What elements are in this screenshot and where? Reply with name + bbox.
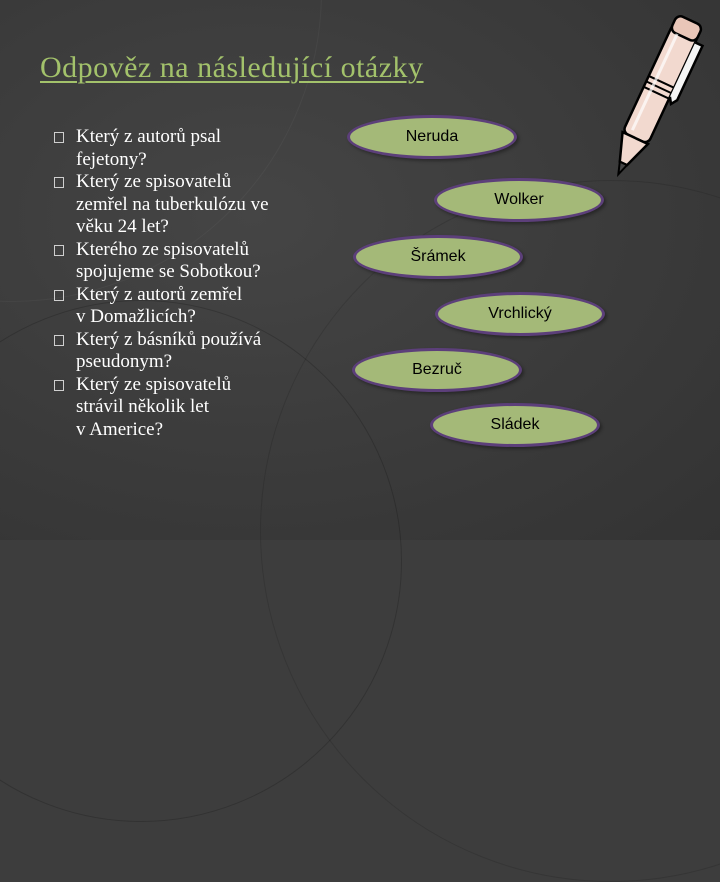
- question-list: [52, 126, 342, 441]
- answer-vrchlicky[interactable]: Vrchlický: [435, 292, 605, 336]
- question-line: pseudonym?: [76, 351, 173, 372]
- question-line: spojujeme se Sobotkou?: [76, 261, 261, 282]
- answer-wolker[interactable]: Wolker: [434, 178, 604, 222]
- question-line: v Americe?: [76, 418, 164, 440]
- answer-sramek[interactable]: Šrámek: [353, 235, 523, 279]
- square-bullet-icon: [54, 245, 64, 256]
- question-item: [52, 126, 342, 171]
- question-line: věku 24 let?: [76, 216, 169, 237]
- question-item: [52, 329, 342, 374]
- question-line: fejetony?: [76, 148, 147, 170]
- question-line: zemřel na tuberkulózu ve: [76, 193, 269, 215]
- square-bullet-icon: [54, 290, 64, 301]
- question-line: strávil několik let: [76, 396, 209, 417]
- answer-neruda[interactable]: Neruda: [347, 115, 517, 159]
- answer-bezruc[interactable]: Bezruč: [352, 348, 522, 392]
- square-bullet-icon: [54, 380, 64, 391]
- question-item: [52, 374, 342, 442]
- question-line: v Domažlicích?: [76, 306, 196, 327]
- square-bullet-icon: [54, 177, 64, 188]
- square-bullet-icon: [54, 132, 64, 143]
- question-line: Kterého ze spisovatelů: [76, 238, 250, 260]
- question-line: Který z autorů zemřel: [76, 283, 243, 305]
- answer-sladek[interactable]: Sládek: [430, 403, 600, 447]
- question-item: [52, 171, 342, 239]
- square-bullet-icon: [54, 335, 64, 346]
- question-line: Který z básníků používá: [76, 328, 262, 350]
- question-line: Který ze spisovatelů: [76, 373, 232, 395]
- question-item: [52, 284, 342, 329]
- question-item: [52, 239, 342, 284]
- slide-title: Odpověz na následující otázky: [40, 51, 424, 84]
- question-line: Který ze spisovatelů: [76, 171, 232, 192]
- question-line: Který z autorů psal: [76, 126, 222, 147]
- pen-icon: [585, 10, 720, 190]
